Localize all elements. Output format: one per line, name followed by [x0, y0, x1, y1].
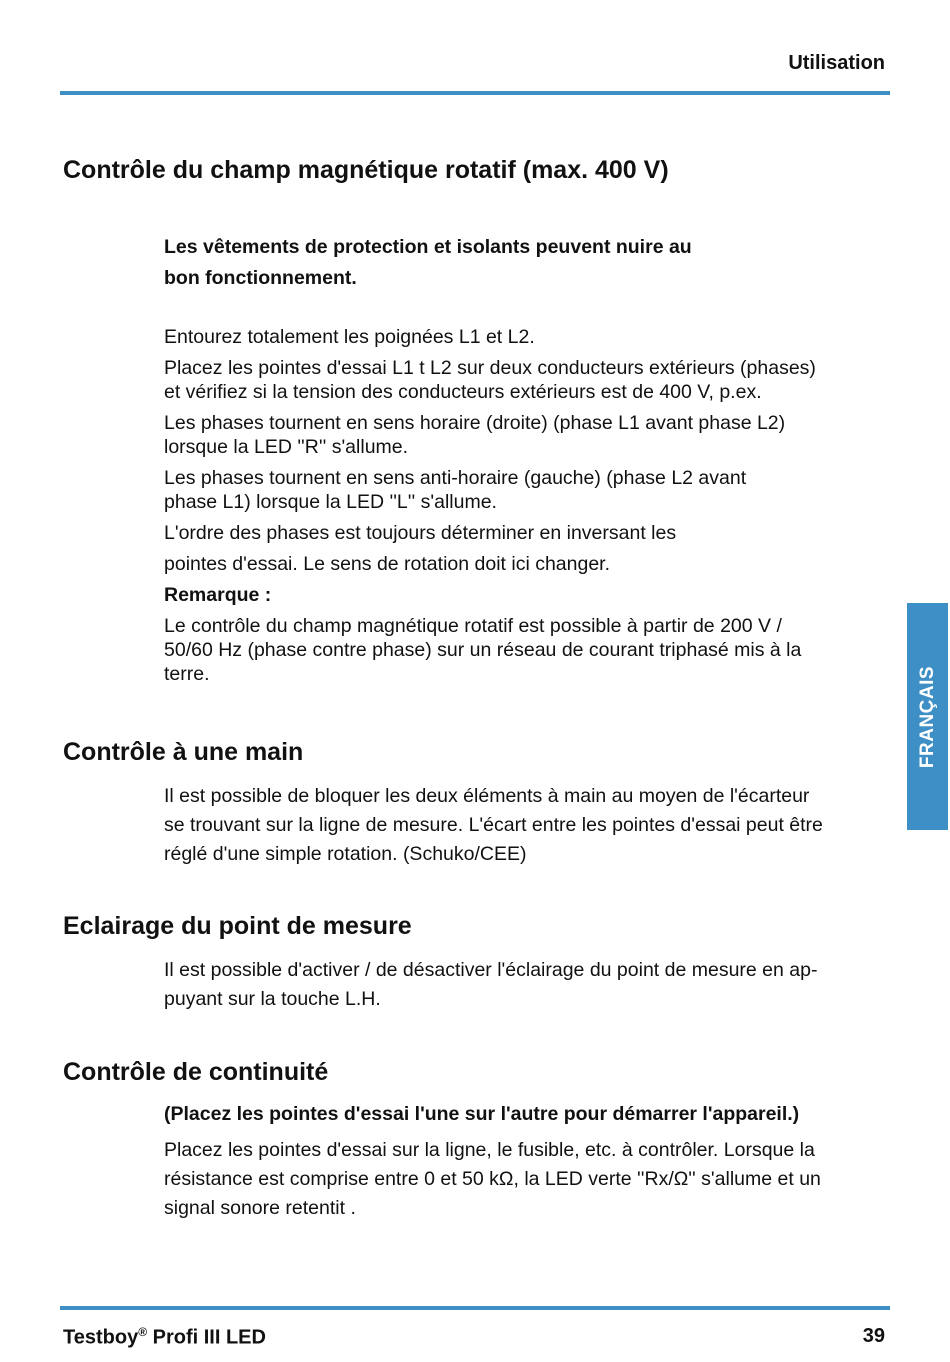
paragraph-line: se trouvant sur la ligne de mesure. L'écart entre les pointes d'essai peut être: [164, 814, 823, 836]
paragraph-line: Il est possible de bloquer les deux éléments à main au moyen de l'écarteur: [164, 785, 810, 807]
product-brand: Testboy: [63, 1326, 139, 1349]
warning-line: bon fonctionnement.: [164, 267, 357, 289]
registered-mark: ®: [138, 1325, 148, 1339]
footer-rule: [60, 1306, 890, 1310]
header-rule: [60, 91, 890, 95]
paragraph-line: puyant sur la touche L.H.: [164, 988, 381, 1010]
paragraph-line: réglé d'une simple rotation. (Schuko/CEE): [164, 843, 527, 865]
note-line: (Placez les pointes d'essai l'une sur l'autre pour démarrer l'appareil.): [164, 1103, 800, 1125]
footer-product-name: [63, 1325, 266, 1350]
paragraph: Entourez totalement les poignées L1 et L2.: [164, 326, 535, 348]
warning-line: Les vêtements de protection et isolants peuvent nuire au: [164, 236, 692, 258]
remark-line: Le contrôle du champ magnétique rotatif est possible à partir de 200 V /: [164, 615, 782, 637]
paragraph-line: lorsque la LED ''R'' s'allume.: [164, 436, 409, 458]
language-tab-label: FRANÇAIS: [916, 665, 938, 768]
paragraph-line: Placez les pointes d'essai sur la ligne, le fusible, etc. à contrôler. Lorsque la: [164, 1139, 815, 1161]
paragraph-line: Il est possible d'activer / de désactiver l'éclairage du point de mesure en ap-: [164, 959, 818, 981]
section4-body: [164, 1136, 894, 1223]
section3-body: [164, 956, 894, 1014]
paragraph-line: signal sonore retentit .: [164, 1197, 356, 1219]
paragraph-line: Placez les pointes d'essai L1 t L2 sur deux conducteurs extérieurs (phases): [164, 357, 816, 379]
section-title-continuity: Contrôle de continuité: [63, 1058, 329, 1086]
warning-text: [164, 232, 894, 294]
remark-line: terre.: [164, 663, 210, 685]
remark-label: Remarque :: [164, 584, 272, 606]
remark-line: 50/60 Hz (phase contre phase) sur un réseau de courant triphasé mis à la: [164, 639, 802, 661]
paragraph-line: L'ordre des phases est toujours déterminer en inversant les: [164, 522, 677, 544]
paragraph-line: Les phases tournent en sens anti-horaire (gauche) (phase L2 avant: [164, 467, 747, 489]
paragraph-line: résistance est comprise entre 0 et 50 kΩ, la LED verte ''Rx/Ω'' s'allume et un: [164, 1168, 821, 1190]
section-title-one-hand: Contrôle à une main: [63, 738, 304, 766]
product-model: Profi III LED: [147, 1326, 266, 1349]
paragraph-line: Les phases tournent en sens horaire (droite) (phase L1 avant phase L2): [164, 412, 786, 434]
section-title-rotating-field: Contrôle du champ magnétique rotatif (max. 400 V): [63, 156, 669, 184]
paragraph-line: et vérifiez si la tension des conducteurs extérieurs est de 400 V, p.ex.: [164, 381, 762, 403]
section-title-lighting: Eclairage du point de mesure: [63, 912, 412, 940]
section2-body: [164, 782, 894, 869]
language-tab: [907, 603, 948, 830]
paragraph-line: pointes d'essai. Le sens de rotation doit ici changer.: [164, 553, 611, 575]
header-title: Utilisation: [788, 52, 885, 74]
paragraph-line: phase L1) lorsque la LED ''L'' s'allume.: [164, 491, 497, 513]
section1-body: [164, 325, 894, 686]
continuity-note: [164, 1102, 894, 1126]
page-number: 39: [862, 1325, 885, 1347]
